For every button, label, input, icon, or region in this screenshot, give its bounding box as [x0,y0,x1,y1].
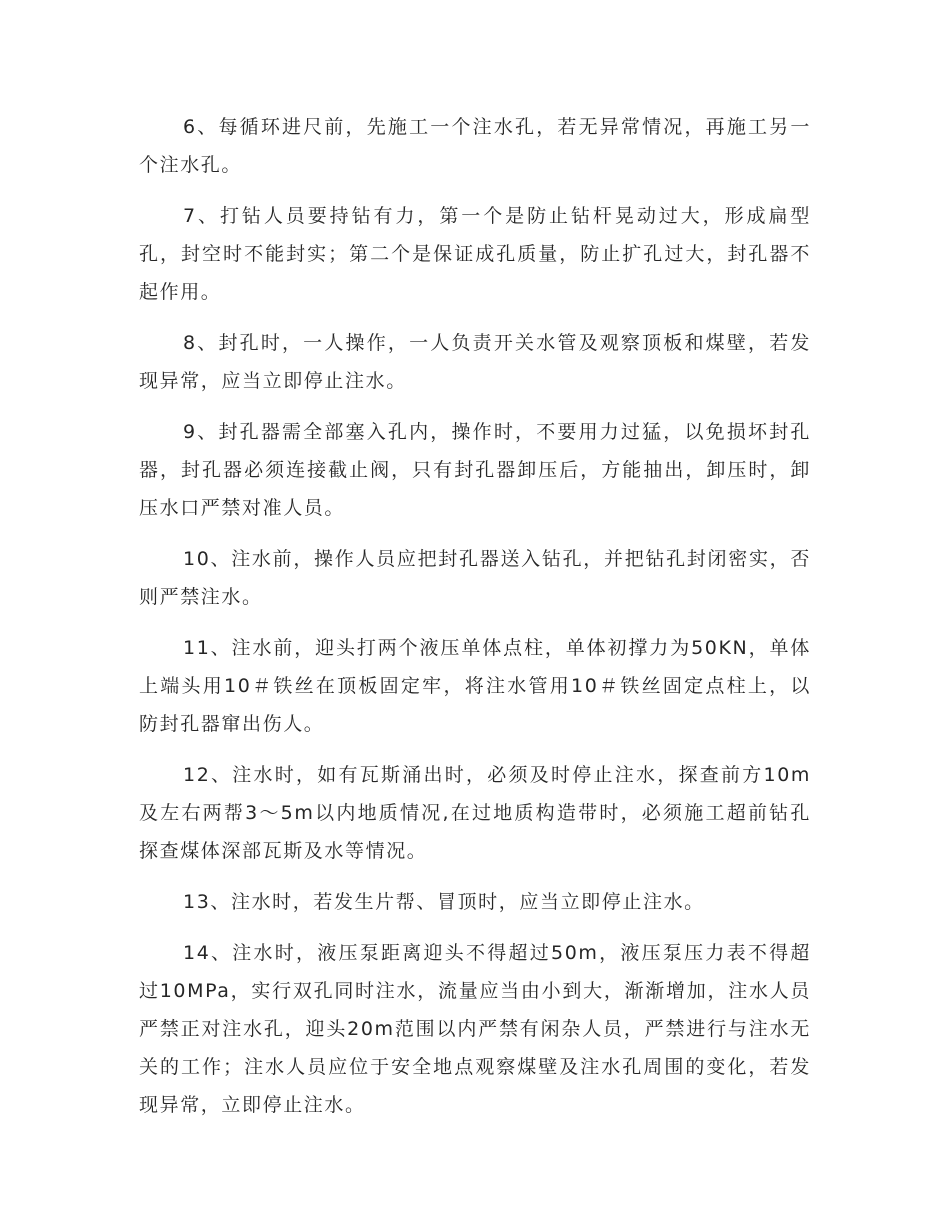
paragraph-item-11: 11、注水前，迎头打两个液压单体点柱，单体初撑力为50KN，单体上端头用10＃铁丝在顶板固定牢，将注水管用10＃铁丝固定点柱上，以防封孔器窜出伤人。 [139,637,811,735]
paragraph-item-6: 6、每循环进尺前，先施工一个注水孔，若无异常情况，再施工另一个注水孔。 [139,116,811,176]
paragraph-item-13: 13、注水时，若发生片帮、冒顶时，应当立即停止注水。 [183,891,705,913]
paragraph-item-10: 10、注水前，操作人员应把封孔器送入钻孔，并把钻孔封闭密实，否则严禁注水。 [139,548,811,608]
paragraph-item-8: 8、封孔时，一人操作，一人负责开关水管及观察顶板和煤壁，若发现异常，应当立即停止注水。 [139,332,811,392]
document-body [139,108,811,1137]
paragraph-item-14: 14、注水时，液压泵距离迎头不得超过50m，液压泵压力表不得超过10MPa，实行双孔同时注水，流量应当由小到大，渐渐增加，注水人员严禁正对注水孔，迎头20m范围以内严禁有闲杂人员，严禁进行与注水无关的工作；注水人员应位于安全地点观察煤壁及注水孔周围的变化，若发现异常，立即停止注水。 [139,942,811,1116]
paragraph-item-12: 12、注水时，如有瓦斯涌出时，必须及时停止注水，探查前方10m及左右两帮3～5m以内地质情况,在过地质构造带时，必须施工超前钻孔探查煤体深部瓦斯及水等情况。 [139,764,811,862]
paragraph-item-9: 9、封孔器需全部塞入孔内，操作时，不要用力过猛，以免损坏封孔器，封孔器必须连接截止阀，只有封孔器卸压后，方能抽出，卸压时，卸压水口严禁对准人员。 [139,421,811,519]
paragraph-item-7: 7、打钻人员要持钻有力，第一个是防止钻杆晃动过大，形成扁型孔，封空时不能封实；第二个是保证成孔质量，防止扩孔过大，封孔器不起作用。 [139,205,811,303]
